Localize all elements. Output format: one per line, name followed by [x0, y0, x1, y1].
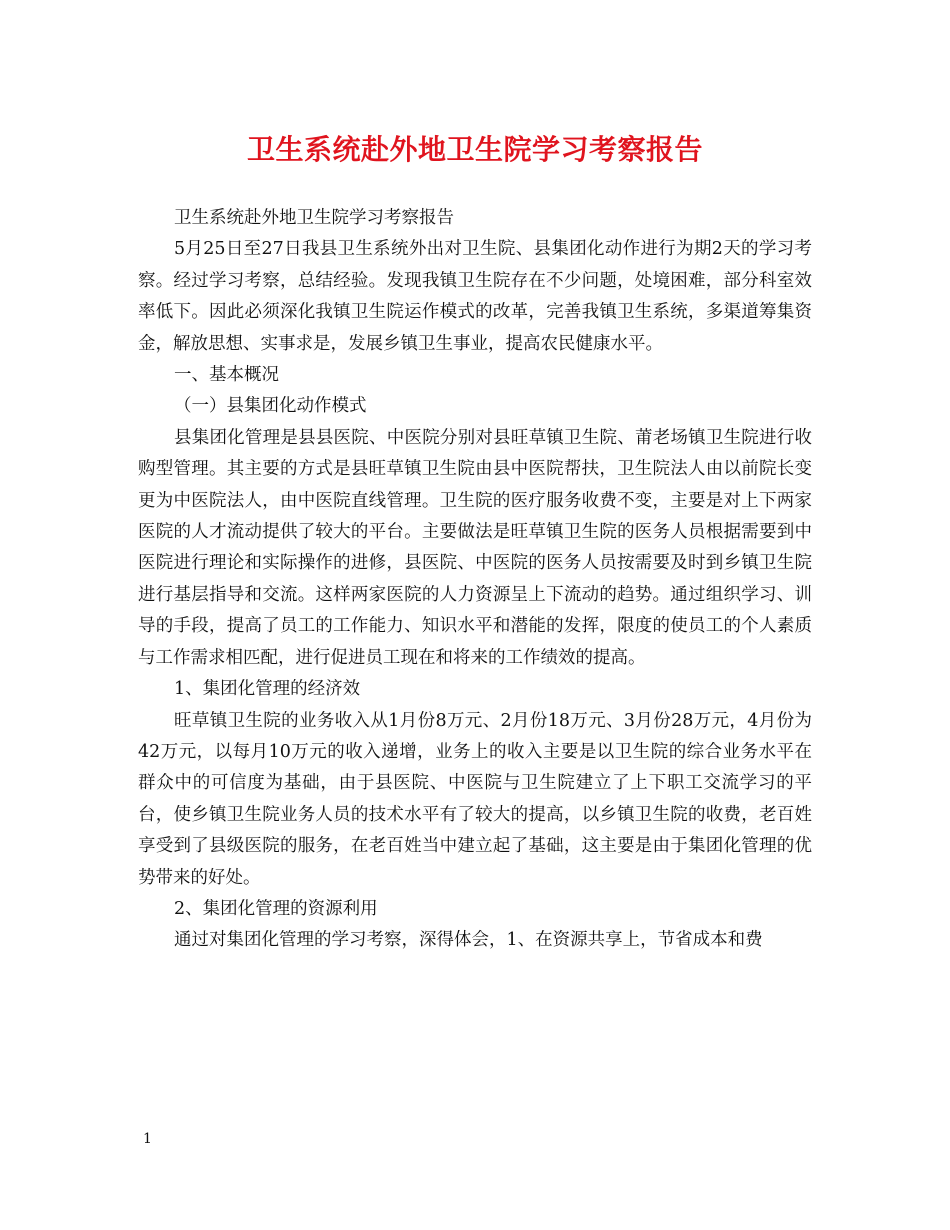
document-body — [138, 203, 812, 957]
heading-county-group-mode: （一）县集团化动作模式 — [174, 396, 367, 417]
page-number: 1 — [143, 1131, 152, 1147]
paragraph-subtitle: 卫生系统赴外地卫生院学习考察报告 — [174, 208, 454, 228]
paragraph-group-management: 县集团化管理是县县医院、中医院分别对县旺草镇卫生院、莆老场镇卫生院进行收购型管理。其主要的方式是县旺草镇卫生院由县中医院帮扶，卫生院法人由以前院长变更为中医院法人，由中医院直线管理。卫生院的医疗服务收费不变，主要是对上下两家医院的人才流动提供了较大的平台。主要做法是旺草镇卫生院的医务人员根据需要到中医院进行理论和实际操作的进修，县医院、中医院的医务人员按需要及时到乡镇卫生院进行基层指导和交流。这样两家医院的人力资源呈上下流动的趋势。通过组织学习、训导的手段，提高了员工的工作能力、知识水平和潜能的发挥，限度的使员工的个人素质与工作需求相匹配，进行促进员工现在和将来的工作绩效的提高。 — [138, 427, 812, 668]
heading-basic-overview: 一、基本概况 — [174, 365, 279, 386]
paragraph-revenue: 旺草镇卫生院的业务收入从1月份8万元、2月份18万元、3月份28万元，4月份为42万元，以每月10万元的收入递增，业务上的收入主要是以卫生院的综合业务水平在群众中的可信度为基础，由于县医院、中医院与卫生院建立了上下职工交流学习的平台，使乡镇卫生院业务人员的技术水平有了较大的提高，以乡镇卫生院的收费，老百姓享受到了县级医院的服务，在老百姓当中建立起了基础，这主要是由于集团化管理的优势带来的好处。 — [138, 710, 812, 888]
heading-economic-effect: 1、集团化管理的经济效 — [174, 679, 361, 700]
paragraph-resource-sharing: 通过对集团化管理的学习考察，深得体会，1、在资源共享上，节省成本和费 — [174, 930, 763, 951]
paragraph-intro: 5月25日至27日我县卫生系统外出对卫生院、县集团化动作进行为期2天的学习考察。经过学习考察，总结经验。发现我镇卫生院存在不少问题，处境困难，部分科室效率低下。因此必须深化我镇卫生院运作模式的改革，完善我镇卫生系统，多渠道筹集资金，解放思想、实事求是，发展乡镇卫生事业，提高农民健康水平。 — [138, 239, 812, 354]
heading-resource-use: 2、集团化管理的资源利用 — [174, 898, 378, 919]
document-title: 卫生系统赴外地卫生院学习考察报告 — [246, 133, 703, 166]
